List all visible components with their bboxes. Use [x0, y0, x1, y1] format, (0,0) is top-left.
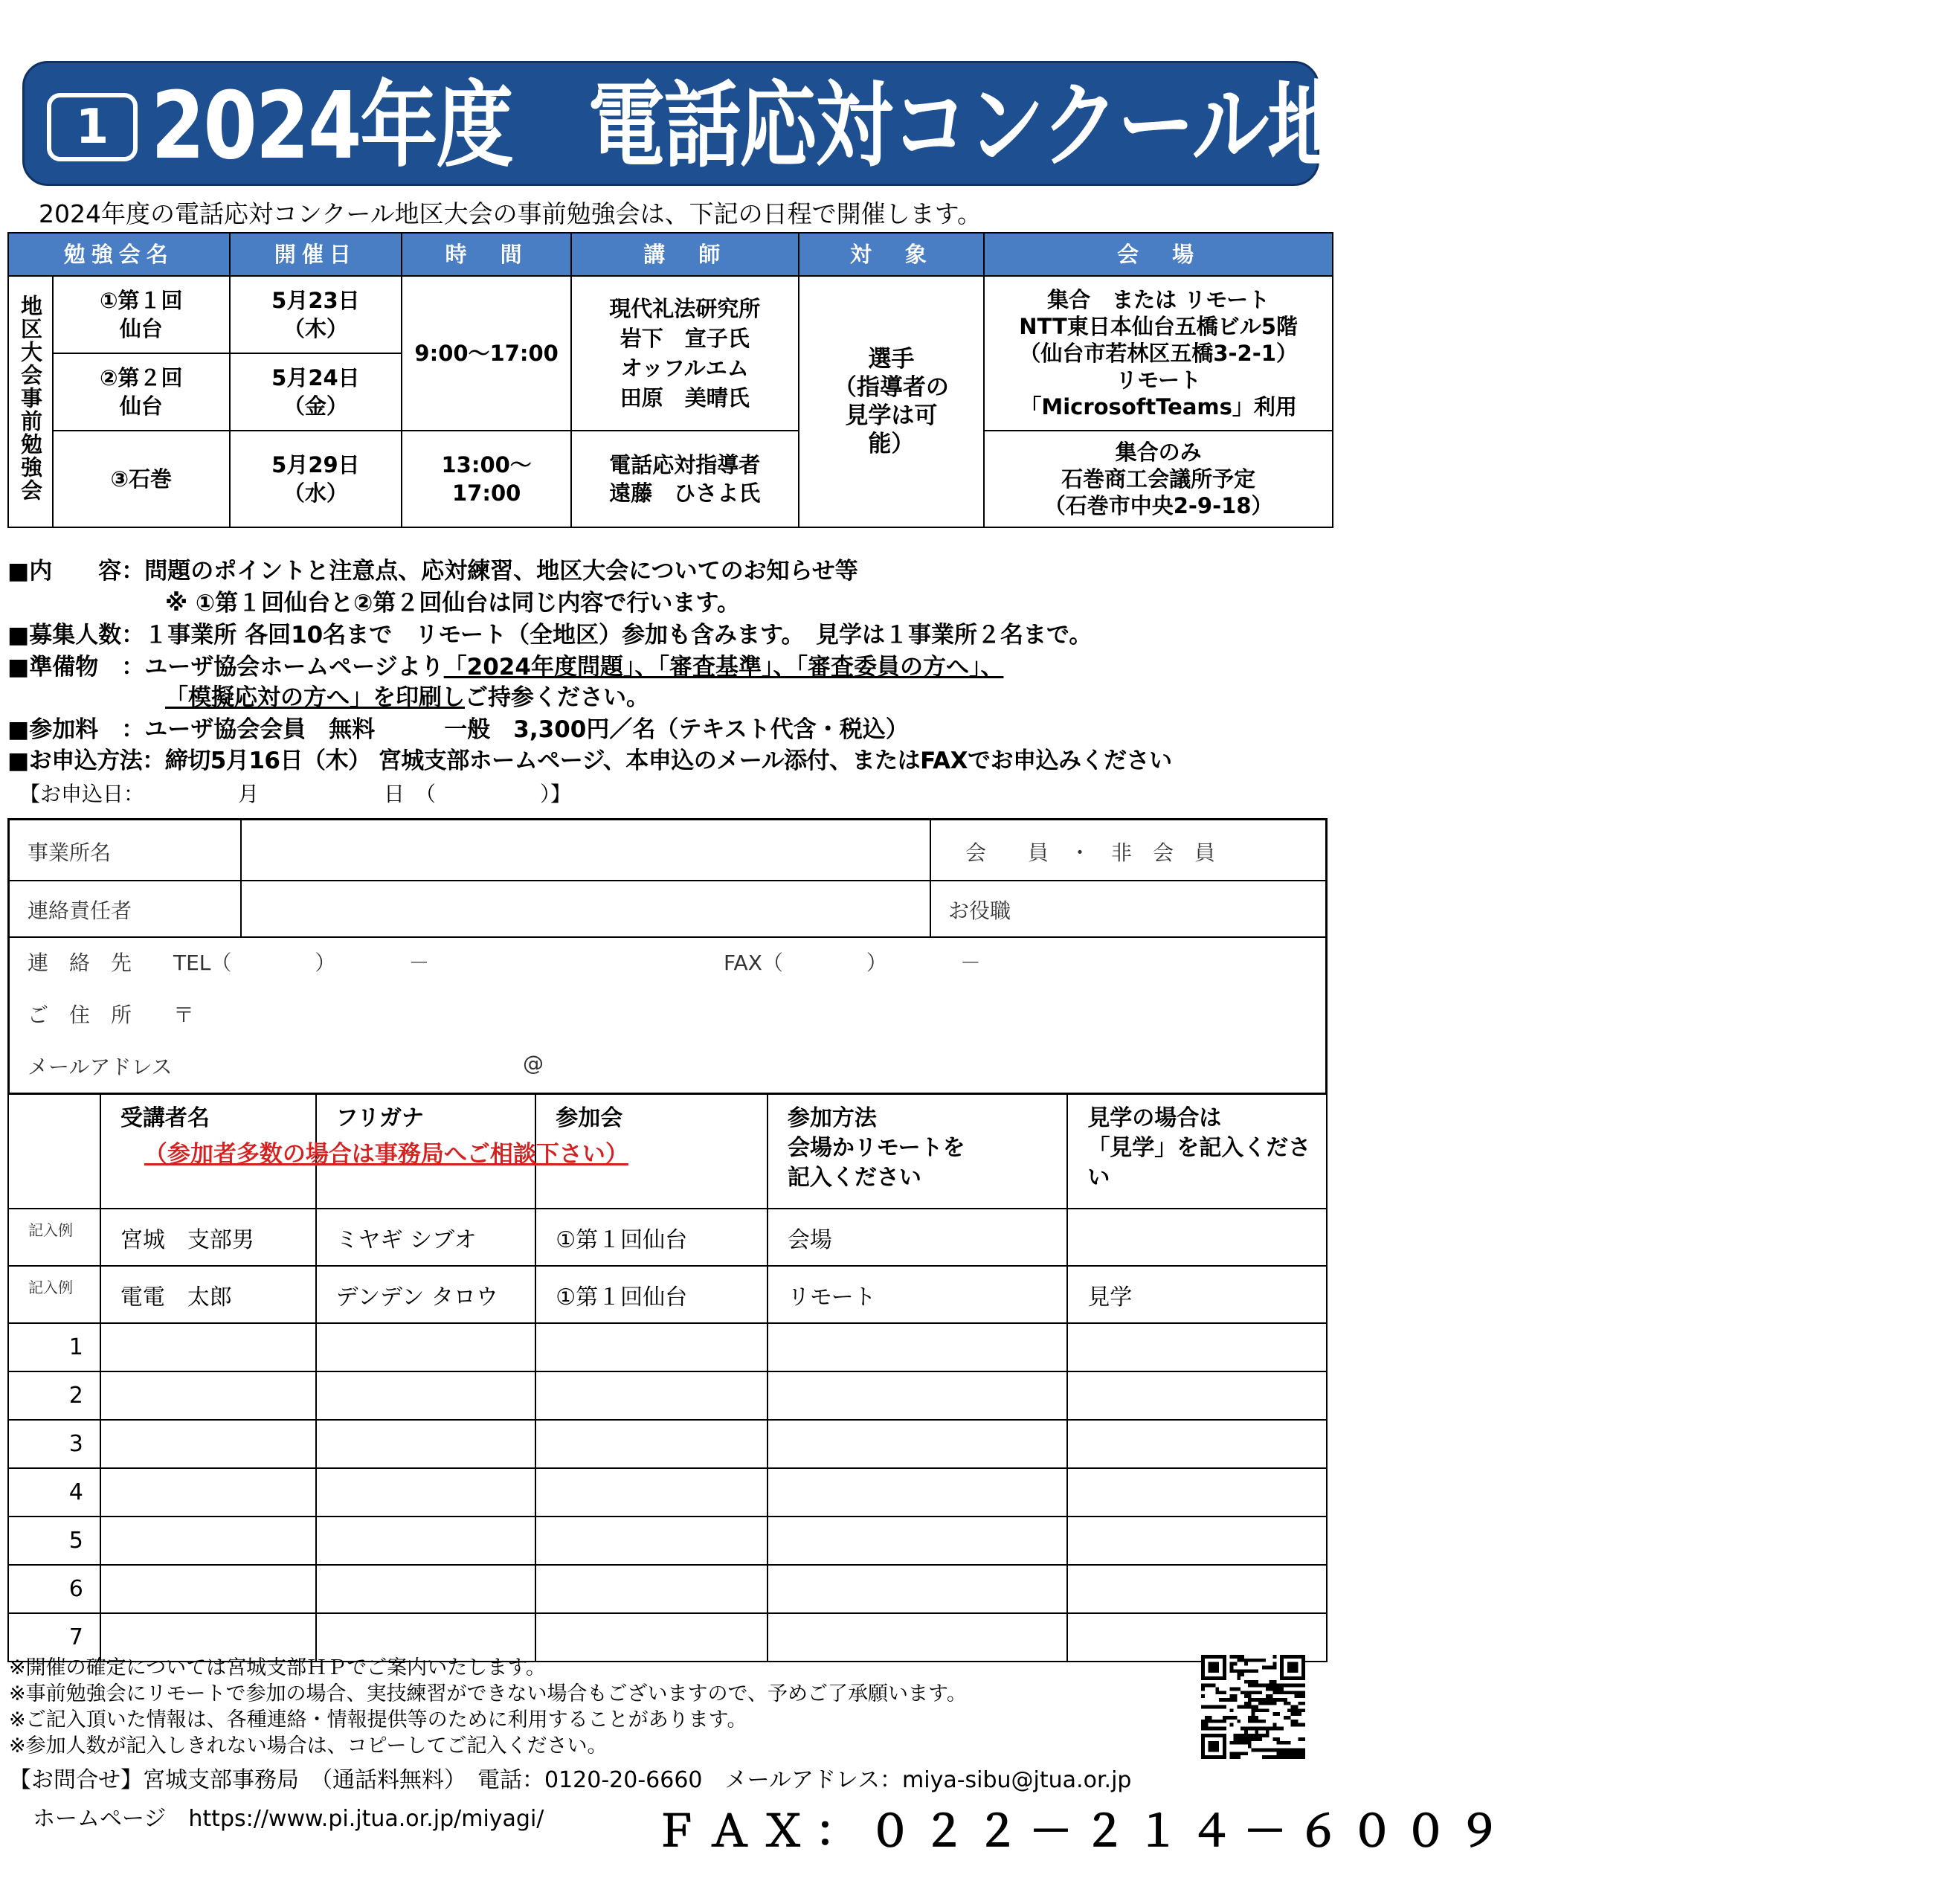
- attendee-row[interactable]: [8, 1517, 1327, 1565]
- header-session: 参加会: [535, 1094, 768, 1209]
- kana-cell[interactable]: [316, 1517, 536, 1565]
- banner-number: 1: [47, 93, 138, 161]
- row-number: 2: [8, 1371, 100, 1420]
- kana-cell[interactable]: [316, 1468, 536, 1517]
- prep-docs: 「2024年度問題」、「審査基準」、「審査委員の方へ」、: [443, 654, 1004, 681]
- email-label: メールアドレス: [28, 1055, 173, 1079]
- row-number: 7: [8, 1613, 100, 1662]
- example-method: 会場: [768, 1209, 1067, 1266]
- session-3: ③石巻: [53, 431, 230, 527]
- visit-cell[interactable]: [1067, 1323, 1327, 1371]
- venue-12: 集合 または リモート NTT東日本仙台五橋ビル5階 （仙台市若林区五橋3-2-1） リモート 「MicrosoftTeams」利用: [984, 276, 1333, 431]
- row-number: 3: [8, 1420, 100, 1468]
- note-4: ※参加人数が記入しきれない場合は、コピーしてご記入ください。: [9, 1734, 608, 1757]
- header-venue: 会 場: [984, 233, 1333, 276]
- header-lecturer: 講 師: [571, 233, 799, 276]
- page-title: 2024年度 電話応対コンクール地区大会事前勉強会: [151, 71, 1950, 181]
- side-label-cell: [8, 276, 53, 527]
- session-cell[interactable]: [535, 1371, 768, 1420]
- time-3: 13:00～ 17:00: [402, 431, 571, 527]
- session-cell[interactable]: [535, 1613, 768, 1662]
- fax-number: ＦＡＸ：０２２－２１４－６００９: [654, 1806, 1512, 1856]
- method-cell[interactable]: [768, 1613, 1067, 1662]
- example-session: ①第１回仙台: [535, 1209, 768, 1266]
- method-cell[interactable]: [768, 1565, 1067, 1613]
- tel-field[interactable]: 連 絡 先 TEL（ ） －: [28, 951, 430, 975]
- venue-3: 集合のみ 石巻商工会議所予定 （石巻市中央2-9-18）: [984, 431, 1333, 527]
- prep-mock: 「模擬応対の方へ」を印刷し: [165, 684, 465, 711]
- header-time: 時 間: [402, 233, 571, 276]
- visit-cell[interactable]: [1067, 1517, 1327, 1565]
- address-field[interactable]: ご 住 所 〒: [28, 1003, 195, 1027]
- header-session: 勉強会名: [8, 233, 230, 276]
- title-banner: [22, 61, 1950, 186]
- example-row: [8, 1266, 1327, 1323]
- kana-cell[interactable]: [316, 1420, 536, 1468]
- method-cell[interactable]: [768, 1323, 1067, 1371]
- homepage-link[interactable]: ホームページ https://www.pi.jtua.or.jp/miyagi/: [33, 1806, 544, 1832]
- header-visit: 見学の場合は 「見学」を記入ください: [1067, 1094, 1327, 1209]
- row-number: 6: [8, 1565, 100, 1613]
- kana-cell[interactable]: [316, 1323, 536, 1371]
- target: 選手 （指導者の 見学は可 能）: [799, 276, 985, 527]
- visit-cell[interactable]: [1067, 1420, 1327, 1468]
- lecturer-12: 現代礼法研究所 岩下 宣子氏 オッフルエム 田原 美晴氏: [571, 276, 799, 431]
- lecturer-3: 電話応対指導者 遠藤 ひさよ氏: [571, 431, 799, 527]
- prep-bring: ご持参ください。: [465, 684, 649, 711]
- example-visit: 見学: [1067, 1266, 1327, 1323]
- info-prep: [7, 648, 1003, 681]
- side-label: 地区大会事前勉強会: [17, 295, 43, 502]
- visit-cell[interactable]: [1067, 1468, 1327, 1517]
- attendee-row[interactable]: [8, 1468, 1327, 1517]
- office-field[interactable]: [243, 822, 927, 878]
- qr-code-icon: [1201, 1655, 1305, 1759]
- row-number: 1: [8, 1323, 100, 1371]
- header-name-label: 受講者名: [120, 1105, 210, 1131]
- header-date: 開催日: [230, 233, 402, 276]
- session-cell[interactable]: [535, 1323, 768, 1371]
- office-label: 事業所名: [28, 840, 112, 865]
- session-cell[interactable]: [535, 1420, 768, 1468]
- note-1: ※開催の確定については宮城支部ＨＰでご案内いたします。: [9, 1656, 546, 1679]
- attendee-row[interactable]: [8, 1420, 1327, 1468]
- date-2: 5月24日 （金）: [230, 353, 402, 431]
- attendee-row[interactable]: [8, 1371, 1327, 1420]
- applicant-form: [7, 818, 1328, 1095]
- attendee-row[interactable]: [8, 1323, 1327, 1371]
- date-3: 5月29日 （水）: [230, 431, 402, 527]
- example-kana: ミヤギ シブオ: [316, 1209, 536, 1266]
- note-2: ※事前勉強会にリモートで参加の場合、実技練習ができない場合もございますので、予めご了承願います。: [9, 1682, 967, 1705]
- name-cell[interactable]: [100, 1371, 316, 1420]
- visit-cell[interactable]: [1067, 1565, 1327, 1613]
- kana-cell[interactable]: [316, 1371, 536, 1420]
- intro-text: 2024年度の電話応対コンクール地区大会の事前勉強会は、下記の日程で開催します。: [39, 199, 982, 228]
- prep-label: ■準備物 ：ユーザ協会ホームページより: [7, 654, 444, 681]
- kana-cell[interactable]: [316, 1565, 536, 1613]
- example-visit: [1067, 1209, 1327, 1266]
- attendee-row[interactable]: [8, 1565, 1327, 1613]
- header-target: 対 象: [799, 233, 985, 276]
- info-recruit: ■募集人数：１事業所 各回10名まで リモート（全地区）参加も含みます。 見学は１事業所２名まで。: [7, 622, 1093, 649]
- example-name: 電電 太郎: [100, 1266, 316, 1323]
- session-cell[interactable]: [535, 1468, 768, 1517]
- contact-person-label: 連絡責任者: [28, 898, 132, 923]
- session-1: ①第１回 仙台: [53, 276, 230, 353]
- row-number: 4: [8, 1468, 100, 1517]
- red-note: （参加者多数の場合は事務局へご相談下さい）: [144, 1141, 628, 1168]
- apply-date: 【お申込日： 月 日 （ ）】: [19, 782, 572, 806]
- row-num-header: [8, 1094, 100, 1209]
- header-method: 参加方法 会場かリモートを 記入ください: [768, 1094, 1067, 1209]
- visit-cell[interactable]: [1067, 1371, 1327, 1420]
- name-cell[interactable]: [100, 1517, 316, 1565]
- method-cell[interactable]: [768, 1420, 1067, 1468]
- example-row: [8, 1209, 1327, 1266]
- example-kana: デンデン タロウ: [316, 1266, 536, 1323]
- name-cell[interactable]: [100, 1565, 316, 1613]
- method-cell[interactable]: [768, 1371, 1067, 1420]
- name-cell[interactable]: [100, 1323, 316, 1371]
- email-at[interactable]: @: [523, 1051, 544, 1075]
- session-cell[interactable]: [535, 1565, 768, 1613]
- schedule-table: [7, 232, 1333, 528]
- position-label: お役職: [948, 898, 1011, 923]
- method-cell[interactable]: [768, 1468, 1067, 1517]
- session-2: ②第２回 仙台: [53, 353, 230, 431]
- note-3: ※ご記入頂いた情報は、各種連絡・情報提供等のために利用することがあります。: [9, 1708, 747, 1731]
- attendee-table: [7, 1093, 1328, 1662]
- header-kana: フリガナ: [316, 1094, 536, 1209]
- example-method: リモート: [768, 1266, 1067, 1323]
- info-fee: ■参加料 ：ユーザ協会会員 無料 一般 3,300円／名（テキスト代含・税込）: [7, 716, 909, 743]
- member-status[interactable]: 会 員 ・ 非 会 員: [965, 840, 1216, 865]
- contact-person-field[interactable]: [243, 883, 927, 935]
- example-name: 宮城 支部男: [100, 1209, 316, 1266]
- example-session: ①第１回仙台: [535, 1266, 768, 1323]
- fax-field[interactable]: FAX（ ） －: [724, 951, 981, 975]
- row-number: 5: [8, 1517, 100, 1565]
- name-cell[interactable]: [100, 1420, 316, 1468]
- example-tag: 記入例: [8, 1209, 100, 1266]
- example-tag: 記入例: [8, 1266, 100, 1323]
- info-content-note: ※ ①第１回仙台と②第２回仙台は同じ内容で行います。: [165, 590, 740, 617]
- time-12: 9:00～17:00: [402, 276, 571, 431]
- date-1: 5月23日 （木）: [230, 276, 402, 353]
- name-cell[interactable]: [100, 1468, 316, 1517]
- info-apply: ■お申込方法：締切5月16日（木） 宮城支部ホームページ、本申込のメール添付、またはFAXでお申込みください: [7, 747, 1172, 774]
- session-cell[interactable]: [535, 1517, 768, 1565]
- contact-info: 【お問合せ】宮城支部事務局 （通話料無料） 電話：0120-20-6660 メールアドレス：miya-sibu@jtua.or.jp: [9, 1767, 1132, 1793]
- info-content: ■内 容：問題のポイントと注意点、応対練習、地区大会についてのお知らせ等: [7, 558, 858, 585]
- info-prep-2: [165, 678, 649, 712]
- method-cell[interactable]: [768, 1517, 1067, 1565]
